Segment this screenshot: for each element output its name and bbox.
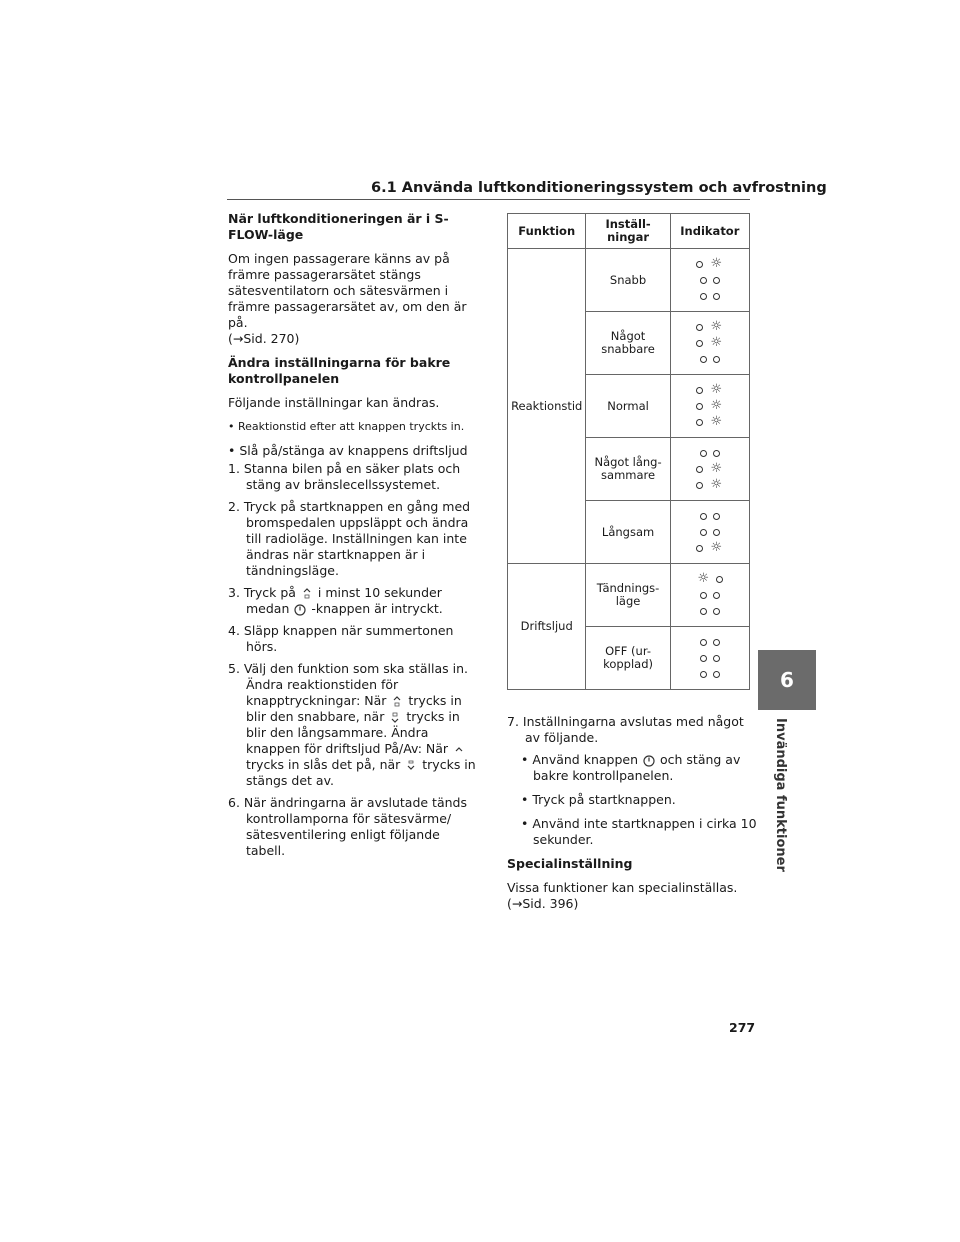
led-off-icon	[700, 277, 707, 284]
cell-setting: Snabb	[586, 249, 670, 312]
paragraph-s-flow	[228, 251, 480, 347]
led-off-icon	[696, 466, 703, 473]
step-3	[228, 585, 480, 617]
led-on-icon: ☼	[710, 335, 723, 350]
col-funktion: Funktion	[508, 214, 586, 249]
step-3-text-b: i minst 10 sekunder medan	[246, 585, 442, 616]
led-off-icon	[700, 293, 707, 300]
led-off-icon	[700, 513, 707, 520]
cell-indicator	[670, 627, 749, 690]
bullet-sound: • Slå på/stänga av knappens driftsljud	[228, 443, 468, 458]
cell-indicator	[670, 438, 749, 501]
chapter-label: Invändiga funktioner	[773, 718, 788, 872]
cell-indicator	[670, 501, 749, 564]
step-7: 7. Inställningarna avslutas med något av följande.	[507, 714, 744, 745]
step-1: 1. Stanna bilen på en säker plats och stäng av bränslecellssystemet.	[228, 461, 461, 492]
led-off-icon	[700, 608, 707, 615]
led-on-icon: ☼	[697, 571, 710, 586]
led-off-icon	[700, 671, 707, 678]
led-on-icon: ☼	[710, 382, 723, 397]
cell-setting: Tändnings- läge	[586, 564, 670, 627]
indicator-table	[507, 213, 750, 690]
led-off-icon	[696, 324, 703, 331]
cell-indicator	[670, 312, 749, 375]
power-icon	[642, 755, 656, 767]
step-6: 6. När ändringarna är avslutade tänds kontrollamporna för sätesvärme/ sätesventilering enligt följande tabell.	[228, 795, 467, 858]
led-on-icon: ☼	[710, 414, 723, 429]
step-5-text-d: trycks in slås det på, när	[246, 757, 401, 772]
paragraph-special-text: Vissa funktioner kan specialinställas.	[507, 880, 738, 895]
led-off-icon	[713, 671, 720, 678]
fan-down-icon	[388, 712, 402, 724]
led-off-icon	[696, 387, 703, 394]
led-off-icon	[716, 576, 723, 583]
led-off-icon	[713, 529, 720, 536]
col-installningar: Inställ- ningar	[586, 214, 670, 249]
heading-special-setting: Specialinställning	[507, 856, 633, 871]
fan-up-icon	[300, 588, 314, 600]
chevron-up-icon	[452, 744, 466, 756]
led-off-icon	[713, 293, 720, 300]
step-5	[228, 661, 480, 789]
right-column	[507, 714, 757, 920]
led-off-icon	[713, 277, 720, 284]
led-off-icon	[713, 655, 720, 662]
heading-s-flow: När luftkonditioneringen är i S-FLOW-läge	[228, 211, 449, 242]
step-5-text-a: 5. Välj den funktion som ska ställas in. Ändra reaktionstiden för knapptryckningar: När	[228, 661, 468, 708]
led-off-icon	[696, 545, 703, 552]
led-off-icon	[713, 608, 720, 615]
step-3-text-c: -knappen är intryckt.	[311, 601, 443, 616]
paragraph-settings: Följande inställningar kan ändras.	[228, 395, 440, 410]
bullet-reaction-time-text: Reaktionstid efter att knappen tryckts in.	[238, 420, 465, 433]
step-4: 4. Släpp knappen när summertonen hörs.	[228, 623, 454, 654]
cell-setting: Normal	[586, 375, 670, 438]
led-off-icon	[713, 513, 720, 520]
table-row	[508, 249, 750, 312]
heading-rear-panel: Ändra inställningarna för bakre kontrollpanelen	[228, 355, 451, 386]
paragraph-s-flow-text: Om ingen passagerare känns av på främre passagerarsätet stängs sätesventilatorn och sätesvärmen i främre passagerarsätet av, om den är på.	[228, 251, 467, 330]
step-5-text-c: trycks in blir den långsammare. Ändra knappen för driftsljud På/Av: När	[246, 709, 460, 756]
step-2: 2. Tryck på startknappen en gång med bromspedalen uppsläppt och ändra till radioläge. Inställningen kan inte ändras när startknappen är i tändningsläge.	[228, 499, 471, 578]
led-on-icon: ☼	[710, 461, 723, 476]
step-3-text-a: 3. Tryck på	[228, 585, 296, 600]
cell-reaktionstid: Reaktionstid	[508, 249, 586, 564]
led-off-icon	[700, 529, 707, 536]
chapter-tab: 6	[758, 650, 816, 710]
led-off-icon	[713, 356, 720, 363]
cell-indicator	[670, 564, 749, 627]
step-5-text-b: trycks in blir den snabbare, när	[246, 693, 462, 724]
sub-bullet-button-text-b: och stäng av bakre kontrollpanelen.	[533, 752, 741, 783]
led-off-icon	[700, 450, 707, 457]
cell-indicator	[670, 375, 749, 438]
led-off-icon	[696, 403, 703, 410]
sub-bullet-button	[507, 752, 757, 784]
vol-down-icon	[404, 760, 418, 772]
cell-driftsljud: Driftsljud	[508, 564, 586, 690]
col-indikator: Indikator	[670, 214, 749, 249]
sub-bullet-button-text-a: • Använd knappen	[521, 752, 639, 767]
sub-bullet-start: • Tryck på startknappen.	[521, 792, 676, 807]
page-number: 277	[729, 1020, 756, 1035]
led-on-icon: ☼	[710, 540, 723, 555]
led-on-icon: ☼	[710, 256, 723, 271]
cell-setting: Långsam	[586, 501, 670, 564]
led-off-icon	[713, 639, 720, 646]
step-5-text-e: trycks in stängs det av.	[246, 757, 476, 788]
led-off-icon	[696, 419, 703, 426]
led-off-icon	[696, 261, 703, 268]
led-off-icon	[713, 592, 720, 599]
cell-setting: Något snabbare	[586, 312, 670, 375]
bullet-reaction-time: • Reaktionstid efter att knappen tryckts in.	[228, 420, 465, 433]
table-row	[508, 564, 750, 627]
page-ref-396: (→Sid. 396)	[507, 896, 579, 911]
led-off-icon	[700, 592, 707, 599]
bullet-sound-text: Slå på/stänga av knappens driftsljud	[239, 443, 468, 458]
fan-up-icon	[390, 696, 404, 708]
header-divider	[227, 199, 750, 200]
led-on-icon: ☼	[710, 398, 723, 413]
sub-bullet-wait: • Använd inte startknappen i cirka 10 sekunder.	[521, 816, 757, 847]
led-on-icon: ☼	[710, 477, 723, 492]
led-off-icon	[713, 450, 720, 457]
left-column	[228, 211, 480, 865]
cell-setting: Något lång- sammare	[586, 438, 670, 501]
table-header-row	[508, 214, 750, 249]
paragraph-special	[507, 880, 757, 912]
page-header-title: 6.1 Använda luftkonditioneringssystem och avfrostning	[371, 180, 827, 196]
led-off-icon	[700, 356, 707, 363]
cell-indicator	[670, 249, 749, 312]
led-off-icon	[700, 639, 707, 646]
led-off-icon	[696, 340, 703, 347]
led-on-icon: ☼	[710, 319, 723, 334]
led-off-icon	[700, 655, 707, 662]
page-ref-270: (→Sid. 270)	[228, 331, 300, 346]
led-off-icon	[696, 482, 703, 489]
cell-setting: OFF (ur- kopplad)	[586, 627, 670, 690]
power-icon	[293, 604, 307, 616]
